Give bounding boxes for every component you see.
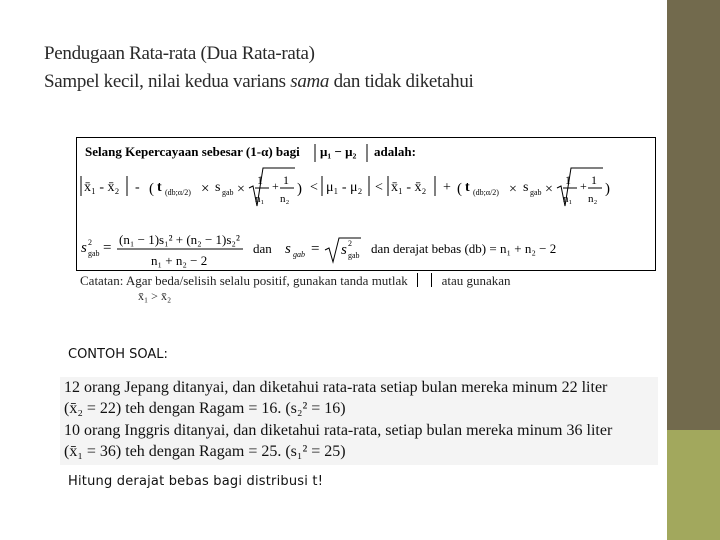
svg-text:+: + [443,180,451,195]
svg-text:dan: dan [253,241,272,256]
svg-text:gab: gab [222,188,234,197]
svg-text:s: s [341,242,347,258]
slide-title [44,40,474,96]
title-line-2: Sampel kecil, nilai kedua varians sama dan tidak diketahui [44,71,474,92]
svg-text:×: × [237,182,245,197]
degrees-of-freedom: dan derajat bebas (db) = n₁ + n₂ − 2 [371,241,557,256]
svg-text:2: 2 [348,239,352,248]
svg-text:(: ( [149,181,154,197]
s-gab-squared: s [81,240,87,256]
svg-text:s: s [285,241,291,257]
svg-text:n₁: n₁ [563,193,573,205]
interval-left-term: x̄₁ - x̄₂ [84,180,120,195]
svg-text:s: s [215,180,221,195]
svg-text:1: 1 [565,173,571,187]
svg-text:1: 1 [257,173,263,187]
question-text: Hitung derajat bebas bagi distribusi t! [68,474,324,489]
problem-line-1: 12 orang Jepang ditanyai, dan diketahui rata-rata setiap bulan mereka minum 22 liter [64,379,608,396]
svg-text:t: t [157,180,162,195]
svg-text:gab: gab [348,251,360,260]
svg-text:×: × [509,182,517,197]
decorative-sidebar [667,0,720,540]
formula-image [72,133,658,308]
formula-header: Selang Kepercayaan sebesar (1-α) bagi [85,144,300,159]
formula-svg [77,138,655,270]
problem-line-4: (x̄₁ = 36) teh dengan Ragam = 25. (s₁² = 25) [64,443,346,460]
svg-text:n₁: n₁ [255,193,265,205]
svg-text:(db;α/2): (db;α/2) [473,188,499,197]
svg-text:×: × [545,182,553,197]
title-line-1: Pendugaan Rata-rata (Dua Rata-rata) [44,43,315,64]
svg-text:+: + [272,179,279,193]
formula-frame [76,137,656,271]
problem-text [60,377,658,465]
sidebar-olive-block [667,430,720,540]
svg-text:<: < [310,180,318,195]
svg-text:(: ( [457,181,462,197]
svg-text:2: 2 [88,238,92,247]
svg-text:n₂: n₂ [280,193,290,205]
problem-line-2: (x̄₂ = 22) teh dengan Ragam = 16. (s₂² = 16) [64,400,346,417]
svg-text:gab: gab [293,250,305,259]
svg-text:μ₁ - μ₂: μ₁ - μ₂ [326,180,363,195]
svg-text:gab: gab [530,188,542,197]
svg-text:=: = [311,241,320,257]
svg-text:×: × [201,181,210,197]
problem-line-3: 10 orang Inggris ditanyai, dan diketahui rata-rata, setiap bulan mereka minum 36 liter [64,422,613,439]
svg-text:gab: gab [88,249,100,258]
svg-text:<: < [375,180,383,195]
svg-text:1: 1 [591,173,597,187]
sidebar-dark-block [667,0,720,430]
svg-text:1: 1 [283,173,289,187]
note-xbar-compare: x̄₁ > x̄₂ [138,289,172,303]
formula-note: Catatan: Agar beda/selisih selalu positif, gunakan tanda mutlak atau gunakan x̄₁ > x̄₂ [80,273,511,303]
svg-text:(db;α/2): (db;α/2) [165,188,191,197]
svg-text:(n₁ − 1)s₁² + (n₂ − 1)s₂²: (n₁ − 1)s₁² + (n₂ − 1)s₂² [119,232,240,247]
svg-text:=: = [103,240,112,256]
svg-text:x̄₁ - x̄₂: x̄₁ - x̄₂ [391,180,427,195]
example-heading: CONTOH SOAL: [68,347,168,362]
title-emphasis: sama [290,71,330,92]
mu-diff: μ₁ − μ₂ [320,144,357,159]
svg-text:-: - [135,180,140,195]
svg-text:+: + [580,179,587,193]
svg-text:): ) [297,181,302,197]
svg-text:): ) [605,181,610,197]
svg-text:s: s [523,180,529,195]
svg-text:t: t [465,180,470,195]
svg-text:n₂: n₂ [588,193,598,205]
formula-header-suffix: adalah: [374,144,416,159]
svg-text:n₁ + n₂ − 2: n₁ + n₂ − 2 [151,253,208,268]
